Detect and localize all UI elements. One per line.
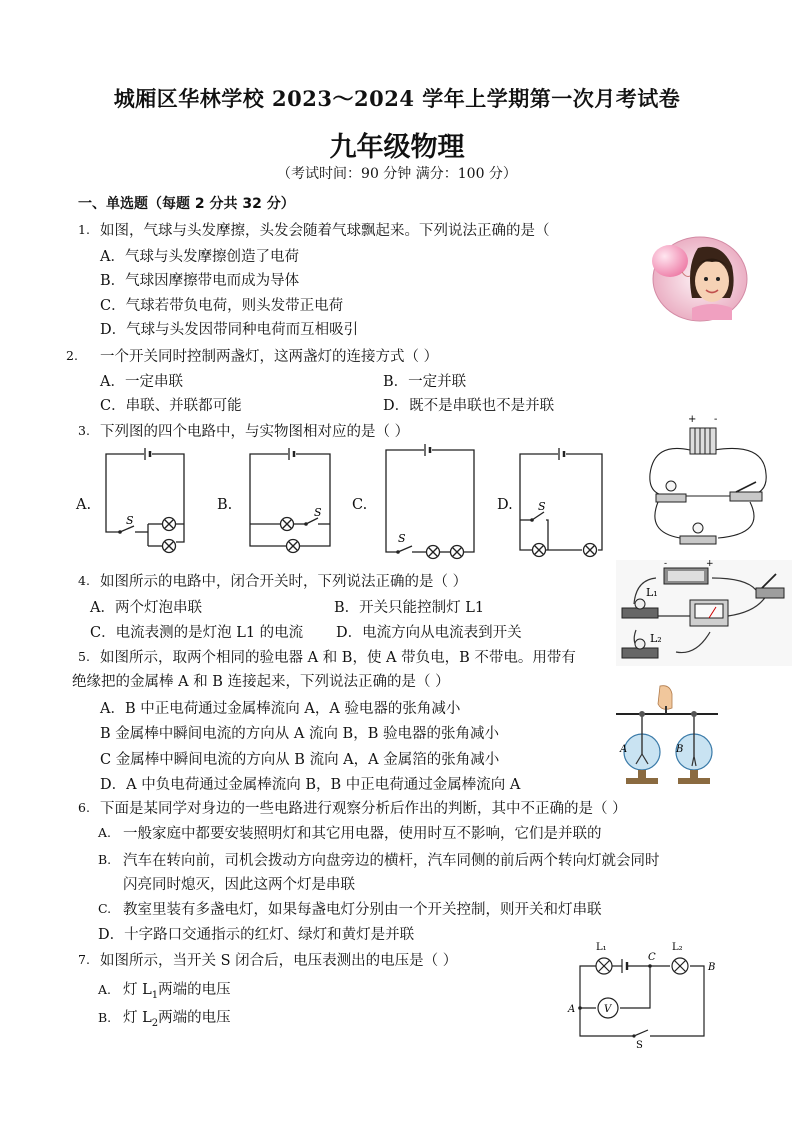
exam-info: （考试时间：90 分钟 满分：100 分） (277, 166, 517, 182)
ammeter-circuit-image (616, 560, 792, 666)
q6-option-c-letter: C. (98, 901, 112, 916)
battery-minus-label: - (664, 559, 668, 569)
q7-option-b: 灯 $L_2$两端的电压 (123, 1010, 231, 1029)
q4-option-a: A．两个灯泡串联 (90, 600, 202, 616)
electroscope-b-label: B (676, 744, 684, 755)
q7-option-b-letter: B. (98, 1010, 112, 1025)
circuit-diagram-c (384, 442, 480, 562)
voltmeter-circuit-diagram (566, 936, 726, 1051)
q6-option-a-letter: A. (98, 825, 112, 840)
q6-option-a: 一般家庭中都要安装照明灯和其它用电器，使用时互不影响，它们是并联的 (123, 826, 602, 842)
exam-subtitle: 九年级物理 (329, 132, 465, 163)
q4-option-b: B．开关只能控制灯 L1 (334, 600, 485, 616)
q3-label-a: A. (76, 497, 92, 513)
q1-option-b: B．气球因摩擦带电而成为导体 (100, 273, 300, 289)
q7-stem: 如图所示，当开关 S 闭合后，电压表测出的电压是（ ） (100, 953, 458, 969)
q5-option-d: D．A 中负电荷通过金属棒流向 B，B 中正电荷通过金属棒流向 A (100, 777, 521, 793)
battery-plus-label: + (688, 414, 697, 425)
q4-option-c: C．电流表测的是灯泡 L1 的电流 (90, 625, 304, 641)
q7-voltmeter-label: V (604, 1004, 612, 1015)
q7-switch-label: S (636, 1040, 643, 1051)
q3-label-b: B. (217, 497, 233, 513)
lamp2-label: L₂ (650, 632, 662, 645)
q5-option-a: A．B 中正电荷通过金属棒流向 A，A 验电器的张角减小 (100, 701, 461, 717)
q5-stem-line2: 绝缘把的金属棒 A 和 B 连接起来，下列说法正确的是（ ） (72, 674, 450, 690)
q2-option-a: A．一定串联 (100, 374, 183, 390)
q4-stem: 如图所示的电路中，闭合开关时，下列说法正确的是（ ） (100, 574, 468, 590)
q7-number: 7. (78, 952, 90, 967)
electroscope-image (612, 684, 722, 788)
q3-stem: 下列图的四个电路中，与实物图相对应的是（ ） (100, 424, 410, 440)
circuit-diagram-a (104, 448, 194, 556)
exam-title: 城厢区华林学校 2023～2024 学年上学期第一次月考试卷 (113, 86, 681, 111)
q7-point-b: B (708, 962, 716, 973)
electroscope-a-label: A (620, 744, 628, 755)
balloon-girl-image (652, 236, 748, 322)
switch-label: S (538, 500, 546, 513)
q5-option-c: C 金属棒中瞬间电流的方向从 B 流向 A，A 金属箔的张角减小 (100, 752, 500, 768)
battery-minus-label: - (714, 414, 718, 425)
q6-option-b-letter: B. (98, 852, 112, 867)
q6-option-d: D．十字路口交通指示的红灯、绿灯和黄灯是并联 (98, 927, 415, 943)
q1-stem: 如图，气球与头发摩擦，头发会随着气球飘起来。下列说法正确的是（ (100, 223, 550, 239)
q6-option-b-line1: 汽车在转向前，司机会拨动方向盘旁边的横杆，汽车同侧的前后两个转向灯就会同时 (123, 853, 660, 869)
circuit-diagram-d (518, 448, 610, 556)
q7-l1-label: L₁ (596, 942, 607, 953)
q3-number: 3. (78, 423, 90, 438)
q2-stem: 一个开关同时控制两盏灯，这两盏灯的连接方式（ ） (100, 349, 439, 365)
circuit-diagram-b (248, 448, 338, 556)
q1-option-d: D．气球与头发因带同种电荷而互相吸引 (100, 322, 359, 338)
q4-number: 4. (78, 573, 90, 588)
q3-label-c: C. (352, 497, 368, 513)
switch-label: S (126, 514, 134, 527)
q7-point-c: C (648, 952, 656, 963)
q5-option-b: B 金属棒中瞬间电流的方向从 A 流向 B，B 验电器的张角减小 (100, 726, 499, 742)
q4-option-d: D．电流方向从电流表到开关 (336, 625, 522, 641)
q6-stem: 下面是某同学对身边的一些电路进行观察分析后作出的判断，其中不正确的是（ ） (100, 801, 627, 817)
battery-plus-label: + (706, 559, 714, 569)
q1-option-c: C．气球若带负电荷，则头发带正电荷 (100, 298, 344, 314)
q7-option-a-letter: A. (98, 982, 112, 997)
q7-point-a: A (568, 1004, 576, 1015)
q3-label-d: D. (497, 497, 513, 513)
switch-label: S (398, 532, 406, 545)
q7-option-a: 灯 $L_1$两端的电压 (123, 982, 231, 1001)
lamp1-label: L₁ (646, 586, 658, 599)
switch-label: S (314, 506, 322, 519)
q2-option-c: C．串联、并联都可能 (100, 398, 242, 414)
q7-l2-label: L₂ (672, 942, 683, 953)
q5-number: 5. (78, 649, 90, 664)
q6-option-b-line2: 闪亮同时熄灭，因此这两个灯是串联 (123, 877, 355, 893)
q1-option-a: A．气球与头发摩擦创造了电荷 (100, 249, 299, 265)
q5-stem-line1: 如图所示，取两个相同的验电器 A 和 B，使 A 带负电，B 不带电。用带有 (100, 650, 576, 666)
q2-number: 2. (66, 348, 78, 363)
q6-number: 6. (78, 800, 90, 815)
section-heading: 一、单选题（每题 2 分共 32 分） (78, 196, 295, 212)
physical-circuit-image (640, 412, 774, 552)
q2-option-d: D．既不是串联也不是并联 (383, 398, 555, 414)
q2-option-b: B．一定并联 (383, 374, 467, 390)
q6-option-c: 教室里装有多盏电灯，如果每盏电灯分别由一个开关控制，则开关和灯串联 (123, 902, 602, 918)
q1-number: 1. (78, 222, 90, 237)
